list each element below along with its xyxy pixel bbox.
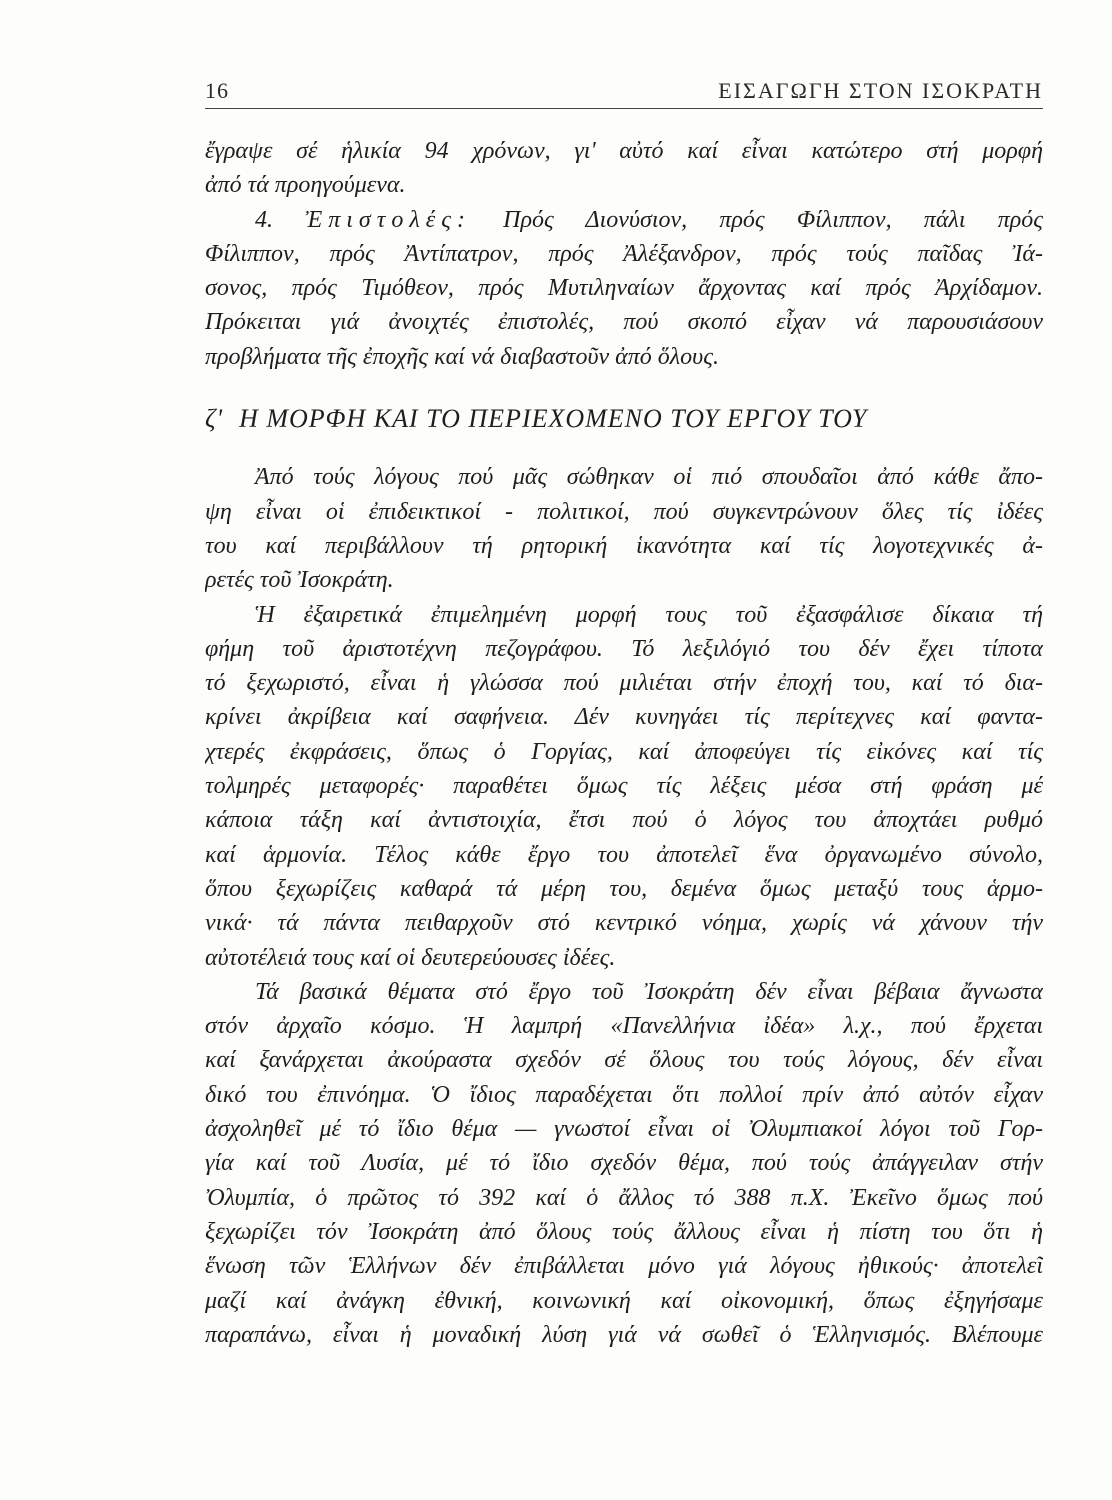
text-line: φήμη τοῦ ἀριστοτέχνη πεζογράφου. Τό λεξιλόγιό του δέν ἔχει τίποτα [205,635,1043,662]
text-line: ἀπό τά προηγούμενα. [205,172,406,199]
text-line: ὅπου ξεχωρίζεις καθαρά τά μέρη του, δεμένα ὅμως μεταξύ τους ἁρμο- [205,875,1043,902]
text-line: στόν ἀρχαῖο κόσμο. Ἡ λαμπρή «Πανελλήνια ἰδέα» λ.χ., πού ἔρχεται [205,1013,1043,1040]
item-label: Ἐπιστολές: [305,206,471,233]
text-line: του καί περιβάλλουν τή ρητορική ἱκανότητα καί τίς λογοτεχνικές ἀ- [205,532,1043,559]
section-heading [205,402,1043,436]
header-rule [205,108,1043,109]
text-line: νικά· τά πάντα πειθαρχοῦν στό κεντρικό νόημα, χωρίς νά χάνουν τήν [205,910,1043,937]
text-line: καί ξανάρχεται ἀκούραστα σχεδόν σέ ὅλους του τούς λόγους, δέν εἶναι [205,1047,1043,1074]
text-line: Ἀπό τούς λόγους πού μᾶς σώθηκαν οἱ πιό σπουδαῖοι ἀπό κάθε ἄπο- [255,464,1043,491]
text-line: Ἡ ἐξαιρετικά ἐπιμελημένη μορφή τους τοῦ ἐξασφάλισε δίκαια τή [255,601,1043,628]
text-line: προβλήματα τῆς ἐποχῆς καί νά διαβαστοῦν ἀπό ὅλους. [205,343,719,370]
text-line: δικό του ἐπινόημα. Ὁ ἴδιος παραδέχεται ὅτι πολλοί πρίν ἀπό αὐτόν εἶχαν [205,1081,1043,1108]
text-line: κάποια τάξη καί ἀντιστοιχία, ἔτσι πού ὁ λόγος του ἀποχτάει ρυθμό [205,807,1043,834]
page-body [205,134,1043,1352]
item-first-line: Πρός Διονύσιον, πρός Φίλιππον, πάλι πρός [503,206,1043,233]
text-line: ψη εἶναι οἱ ἐπιδεικτικοί - πολιτικοί, πού συγκεντρώνουν ὅλες τίς ἰδέες [205,498,1043,525]
text-line: Τά βασικά θέματα στό ἔργο τοῦ Ἰσοκράτη δέν εἶναι βέβαια ἄγνωστα [255,978,1043,1005]
text-line: παραπάνω, εἶναι ἡ μοναδική λύση γιά νά σωθεῖ ὁ Ἑλληνισμός. Βλέπουμε [205,1321,1043,1348]
text-line: τολμηρές μεταφορές· παραθέτει ὅμως τίς λέξεις μέσα στή φράση μέ [205,773,1043,800]
section-label: ζ' [205,404,224,434]
paragraph [205,975,1043,1352]
text-line: μαζί καί ἀνάγκη ἐθνική, κοινωνική καί οἰκονομική, ὅπως ἐξηγήσαμε [205,1287,1043,1314]
paragraph-continuation [205,134,1043,203]
text-line: καί ἁρμονία. Τέλος κάθε ἔργο του ἀποτελεῖ ἕνα ὀργανωμένο σύνολο, [205,841,1043,868]
text-line: ρετές τοῦ Ἰσοκράτη. [205,567,394,594]
text-line: γία καί τοῦ Λυσία, μέ τό ἴδιο σχεδόν θέμα, πού τούς ἀπάγγειλαν στήν [205,1150,1043,1177]
text-line: Πρόκειται γιά ἀνοιχτές ἐπιστολές, πού σκοπό εἶχαν νά παρουσιάσουν [205,309,1043,336]
text-line: σονος, πρός Τιμόθεον, πρός Μυτιληναίων ἄρχοντας καί πρός Ἀρχίδαμον. [205,275,1043,302]
text-line: χτερές ἐκφράσεις, ὅπως ὁ Γοργίας, καί ἀποφεύγει τίς εἰκόνες καί τίς [205,738,1043,765]
text-line [205,203,1043,237]
paragraph [205,460,1043,597]
running-head [205,78,1043,108]
text-line: ξεχωρίζει τόν Ἰσοκράτη ἀπό ὅλους τούς ἄλλους εἶναι ἡ πίστη του ὅτι ἡ [205,1218,1043,1245]
section-title: Η ΜΟΡΦΗ ΚΑΙ ΤΟ ΠΕΡΙΕΧΟΜΕΝΟ ΤΟΥ ΕΡΓΟΥ ΤΟΥ [239,404,868,434]
text-line: ἀσχοληθεῖ μέ τό ἴδιο θέμα — γνωστοί εἶναι οἱ Ὀλυμπιακοί λόγοι τοῦ Γορ- [205,1116,1043,1143]
text-line: αὐτοτέλειά τους καί οἱ δευτερεύουσες ἰδέες. [205,944,616,971]
text-line: τό ξεχωριστό, εἶναι ἡ γλώσσα πού μιλιέται στήν ἐποχή του, καί τό δια- [205,670,1043,697]
text-line: Φίλιππον, πρός Ἀντίπατρον, πρός Ἀλέξανδρον, πρός τούς παῖδας Ἰά- [205,240,1043,267]
text-line: κρίνει ἀκρίβεια καί σαφήνεια. Δέν κυνηγάει τίς περίτεχνες καί φαντα- [205,704,1043,731]
text-line: Ὀλυμπία, ὁ πρῶτος τό 392 καί ὁ ἄλλος τό 388 π.Χ. Ἐκεῖνο ὅμως πού [205,1184,1043,1211]
text-line: ἔγραψε σέ ἡλικία 94 χρόνων, γι' αὐτό καί εἶναι κατώτερο στή μορφή [205,138,1043,164]
list-item-letters [205,203,1043,374]
item-number: 4. [255,206,273,233]
running-head-title: ΕΙΣΑΓΩΓΗ ΣΤΟΝ ΙΣΟΚΡΑΤΗ [718,78,1043,103]
text-line: ἕνωση τῶν Ἑλλήνων δέν ἐπιβάλλεται μόνο γιά λόγους ἠθικούς· ἀποτελεῖ [205,1253,1043,1280]
paragraph [205,598,1043,975]
page-number: 16 [205,78,229,103]
